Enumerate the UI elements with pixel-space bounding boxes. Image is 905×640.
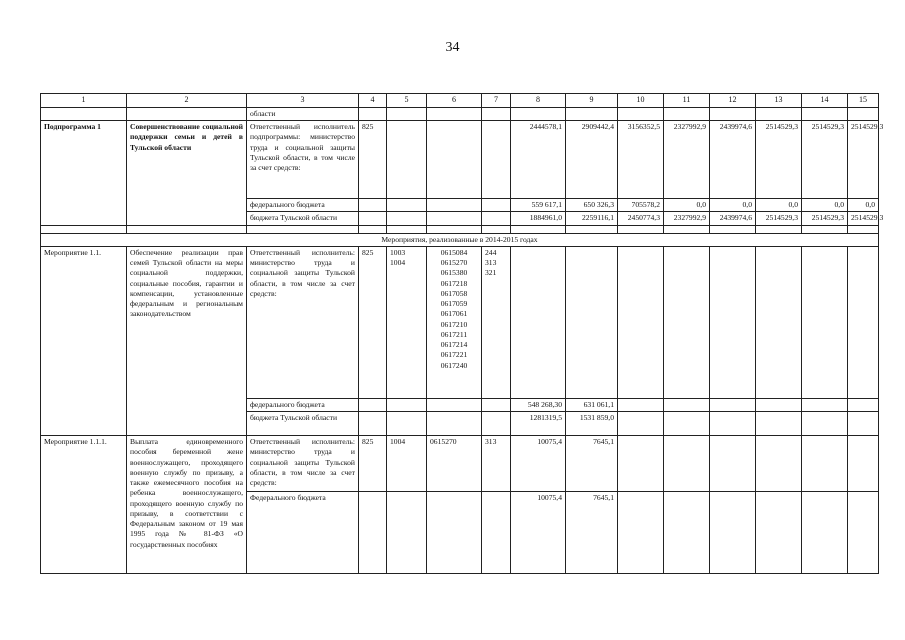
cell-value: 2909442,4 [566, 121, 618, 199]
code: 0617210 [440, 319, 468, 329]
cell-value: 10075,4 [511, 492, 566, 574]
section-title: Мероприятия, реализованные в 2014-2015 годах [41, 233, 879, 246]
code: 0615084 [440, 247, 468, 257]
continuation-text: области [247, 107, 359, 120]
vr-codes [482, 246, 511, 398]
measure-executor: Ответственный исполнитель: министерство труда и социальной защиты Тульской области, в том числе за счет средств: [247, 436, 359, 492]
table-row [41, 121, 879, 199]
vr-code: 313 [482, 436, 511, 492]
col-header: 7 [482, 94, 511, 108]
col-header: 12 [710, 94, 756, 108]
code: 1003 [390, 247, 406, 257]
table-row [41, 225, 879, 233]
cell-value: 2514529,3 [756, 212, 802, 225]
code: 0617240 [440, 360, 468, 370]
cell-value: 1884961,0 [511, 212, 566, 225]
cell-value: 3156352,5 [618, 121, 664, 199]
subprogram-name: Подпрограмма 1 [41, 121, 127, 226]
code: 0617059 [440, 299, 468, 309]
code: 0617211 [440, 329, 468, 339]
col-header: 3 [247, 94, 359, 108]
grbs-code: 825 [359, 246, 387, 398]
cell-value: 1531 859,0 [566, 412, 618, 436]
table-row [41, 436, 879, 492]
cell-value: 7645,1 [566, 492, 618, 574]
code: 0615270 [440, 258, 468, 268]
col-header: 15 [848, 94, 879, 108]
cell-value: 0,0 [756, 199, 802, 212]
cell-value: 631 061,1 [566, 398, 618, 411]
col-header: 2 [127, 94, 247, 108]
cell-value: 0,0 [848, 199, 879, 212]
csr-codes [427, 246, 482, 398]
cell-value: 0,0 [664, 199, 710, 212]
cell-value: 2444578,1 [511, 121, 566, 199]
code: 0617214 [440, 340, 468, 350]
measure-title: Выплата единовременного пособия беременной жене военнослужащего, проходящего военную службу по призыву, а также ежемесячного пособия на ребенка военнослужащего, проходящего военную службу по призыву, в соответствии с Федеральным законом от 19 мая 1995 года № 81-ФЗ «О государственных пособиях [127, 436, 247, 574]
col-header: 11 [664, 94, 710, 108]
cell-value: 2439974,6 [710, 212, 756, 225]
cell-value: 559 617,1 [511, 199, 566, 212]
code: 0617058 [440, 288, 468, 298]
code: 1004 [390, 258, 406, 268]
col-header: 5 [387, 94, 427, 108]
cell-value: 2327992,9 [664, 212, 710, 225]
table-row [41, 246, 879, 398]
col-header: 1 [41, 94, 127, 108]
code: 0617221 [440, 350, 468, 360]
cell-value: 7645,1 [566, 436, 618, 492]
cell-value: 2514529,3 [848, 212, 879, 225]
csr-code: 0615270 [427, 436, 482, 492]
cell-value: 2514529,3 [756, 121, 802, 199]
code: 321 [485, 268, 497, 278]
measure-title: Обеспечение реализации прав семей Тульской области на меры социальной поддержки, социальные пособия, гарантии и компенсации, установленные федеральным и региональным законодательством [127, 246, 247, 435]
page-number: 34 [445, 40, 460, 55]
code: 0617061 [440, 309, 468, 319]
cell-value: 2514529,3 [802, 212, 848, 225]
code: 244 [485, 247, 497, 257]
cell-value: 705578,2 [618, 199, 664, 212]
col-header: 10 [618, 94, 664, 108]
column-numbers-row [41, 94, 879, 108]
cell-value: 2450774,3 [618, 212, 664, 225]
col-header: 13 [756, 94, 802, 108]
cell-value: 2514529,3 [802, 121, 848, 199]
code: 0615380 [440, 268, 468, 278]
cell-value: 10075,4 [511, 436, 566, 492]
cell-value: 0,0 [802, 199, 848, 212]
subprogram-executor: Ответственный исполнитель подпрограммы: министерство труда и социальной защиты Тульской области, в том числе за счет средств: [247, 121, 359, 199]
cell-value: 2514529,3 [848, 121, 879, 199]
cell-value: 2327992,9 [664, 121, 710, 199]
program-table [40, 93, 884, 574]
subprogram-title: Совершенствование социальной поддержки семьи и детей в Тульской области [127, 121, 247, 226]
measure-name: Мероприятие 1.1.1. [41, 436, 127, 574]
regional-budget-label: бюджета Тульской области [247, 412, 359, 436]
col-header: 8 [511, 94, 566, 108]
measure-executor: Ответственный исполнитель: министерство труда и социальной защиты Тульской области, в том числе за счет средств: [247, 246, 359, 398]
cell-value: 2439974,6 [710, 121, 756, 199]
grbs-code: 825 [359, 436, 387, 492]
col-header: 14 [802, 94, 848, 108]
cell-value: 0,0 [710, 199, 756, 212]
regional-budget-label: бюджета Тульской области [247, 212, 359, 225]
cell-value: 1281319,5 [511, 412, 566, 436]
section-row [41, 233, 879, 246]
col-header: 6 [427, 94, 482, 108]
cell-value: 2259116,1 [566, 212, 618, 225]
federal-budget-label: федерального бюджета [247, 199, 359, 212]
rzpr-code: 1004 [387, 436, 427, 492]
col-header: 4 [359, 94, 387, 108]
grbs-code: 825 [359, 121, 387, 199]
cell-value: 650 326,3 [566, 199, 618, 212]
measure-name: Мероприятие 1.1. [41, 246, 127, 435]
table-row [41, 107, 879, 120]
rzpr-codes [387, 246, 427, 398]
code: 313 [485, 258, 497, 268]
federal-budget-label: Федерального бюджета [247, 492, 359, 574]
cell-value: 548 268,30 [511, 398, 566, 411]
code: 0617218 [440, 278, 468, 288]
federal-budget-label: федерального бюджета [247, 398, 359, 411]
col-header: 9 [566, 94, 618, 108]
